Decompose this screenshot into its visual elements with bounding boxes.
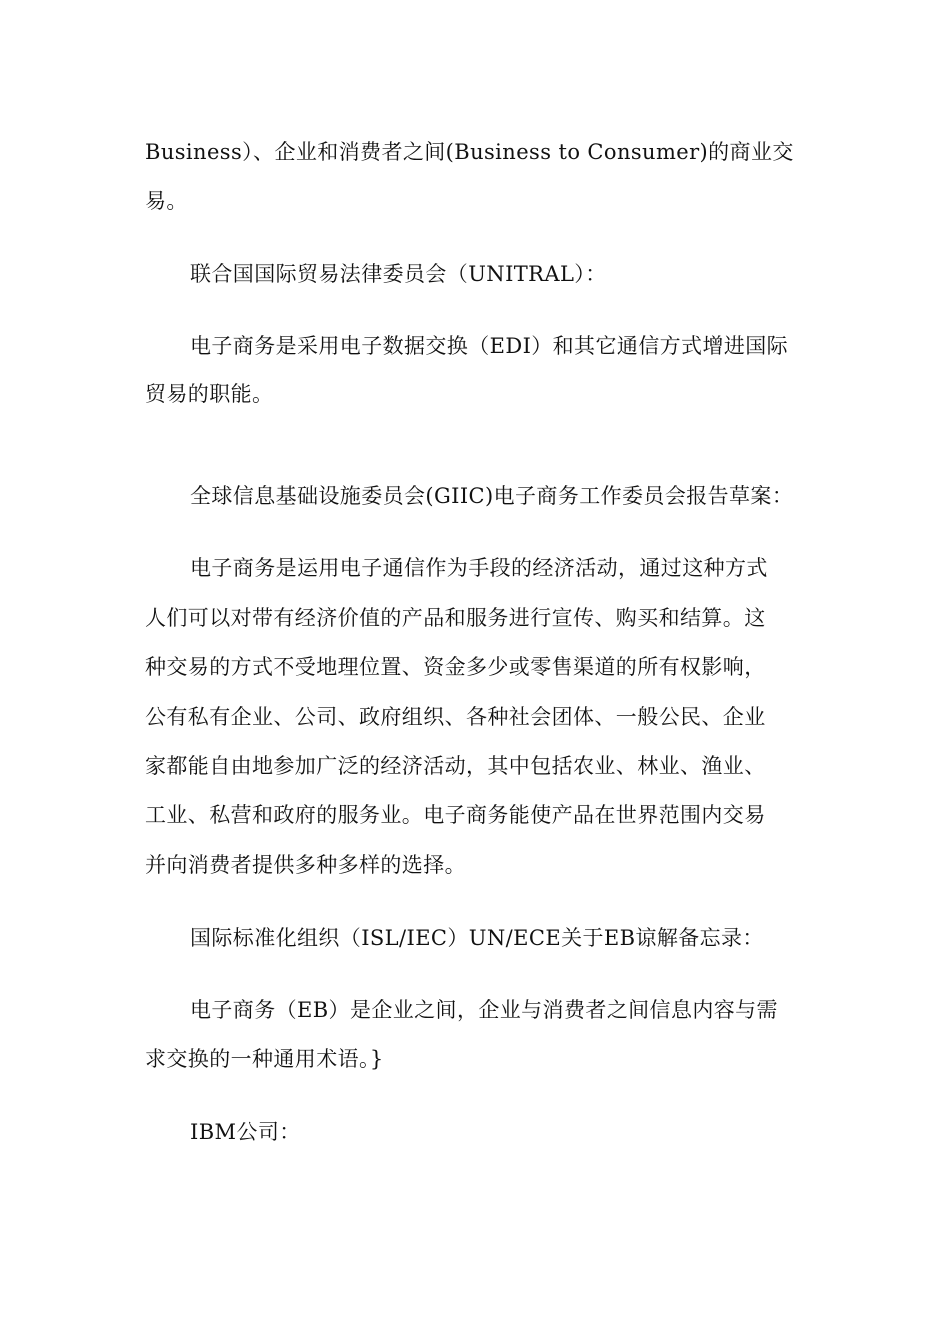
text-line-giic-definition: 电子商务是运用电子通信作为手段的经济活动，通过这种方式: [190, 556, 768, 580]
text-line-unitral-definition-end: 贸易的职能。: [145, 382, 274, 406]
text-line-eb-definition-end: 求交换的一种通用术语。}: [145, 1047, 384, 1071]
text-line-giic-definition: 种交易的方式不受地理位置、资金多少或零售渠道的所有权影响，: [145, 655, 766, 679]
text-line-giic-definition: 家都能自由地参加广泛的经济活动，其中包括农业、林业、渔业、: [145, 754, 766, 778]
heading-giic: 全球信息基础设施委员会(GIIC)电子商务工作委员会报告草案：: [190, 484, 794, 508]
heading-ibm: IBM公司：: [190, 1120, 301, 1144]
text-line-giic-definition: 工业、私营和政府的服务业。电子商务能使产品在世界范围内交易: [145, 803, 766, 827]
text-line-eb-definition: 电子商务（EB）是企业之间，企业与消费者之间信息内容与需: [190, 998, 778, 1022]
heading-isl-iec: 国际标准化组织（ISL/IEC）UN/ECE关于EB谅解备忘录：: [190, 926, 764, 950]
text-line-unitral-definition: 电子商务是采用电子数据交换（EDI）和其它通信方式增进国际: [190, 334, 789, 358]
heading-unitral: 联合国国际贸易法律委员会（UNITRAL）：: [190, 262, 607, 286]
text-line-b2b-b2c-end: 易。: [145, 189, 188, 213]
text-line-giic-definition-end: 并向消费者提供多种多样的选择。: [145, 853, 466, 877]
text-line-giic-definition: 人们可以对带有经济价值的产品和服务进行宣传、购买和结算。这: [145, 606, 766, 630]
text-line-giic-definition: 公有私有企业、公司、政府组织、各种社会团体、一般公民、企业: [145, 705, 766, 729]
text-line-b2b-b2c-continuation: Business）、企业和消费者之间(Business to Consumer)的商业交: [145, 140, 794, 164]
